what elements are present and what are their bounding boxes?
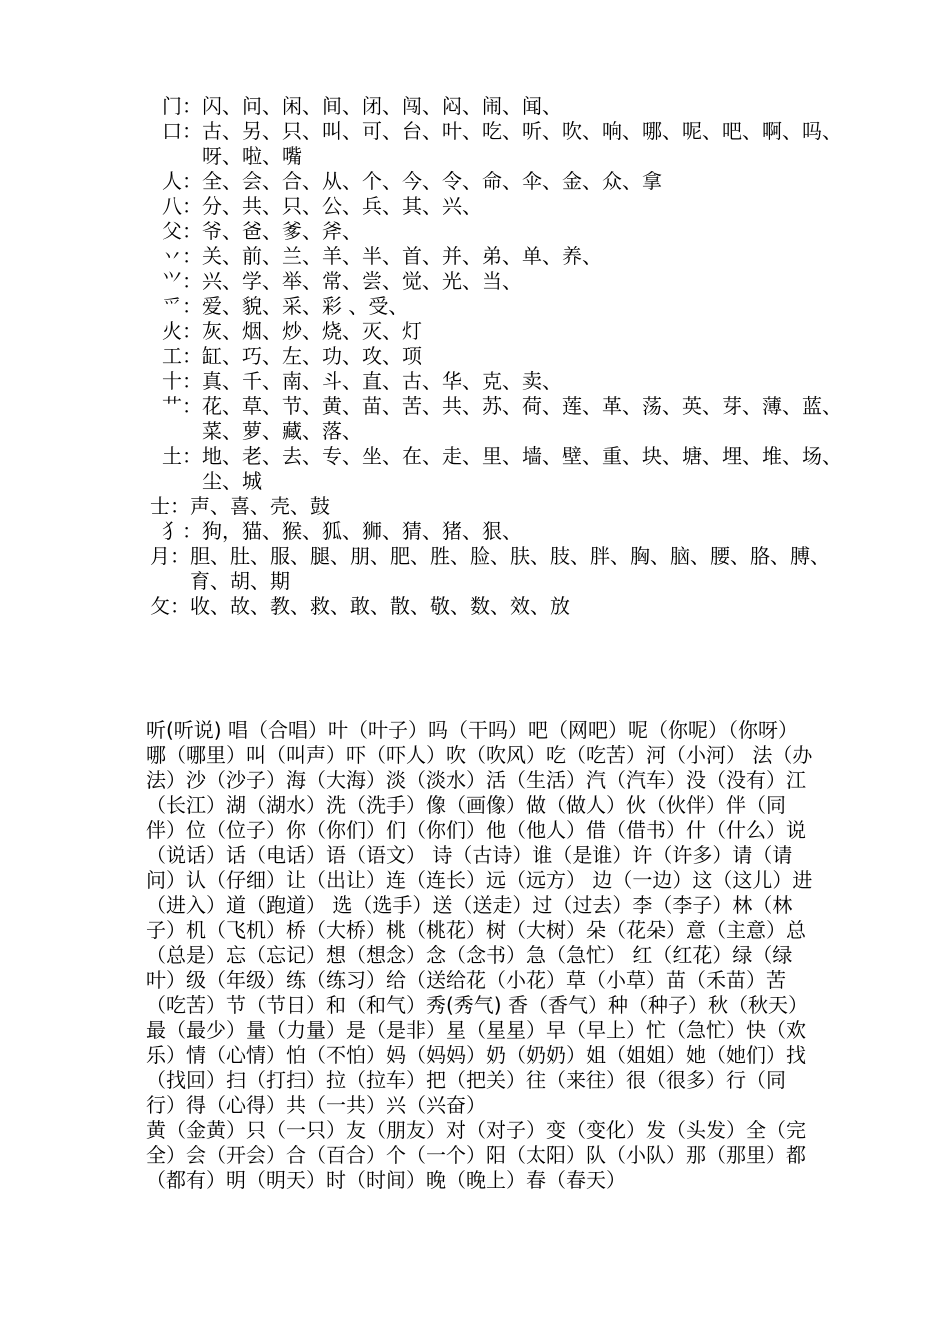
word-list — [146, 718, 814, 1193]
radical-characters: 关、前、兰、羊、半、首、并、弟、单、养、 — [202, 244, 602, 268]
radical-characters: 花、草、节、黄、苗、苦、共、苏、荷、莲、革、荡、英、芽、薄、蓝、菜、萝、藏、落、 — [202, 394, 842, 443]
radical-characters: 古、另、只、叫、可、台、叶、吃、听、吹、响、哪、呢、吧、啊、吗、呀、啦、嘴 — [202, 119, 842, 168]
radical-characters: 狗，猫、猴、狐、狮、猜、猪、狠、 — [202, 519, 522, 543]
radical-characters: 地、老、去、专、坐、在、走、里、墙、壁、重、块、塘、埋、堆、场、尘、城 — [202, 444, 842, 493]
radical-label: 父： — [162, 219, 202, 243]
radical-row — [146, 394, 846, 444]
radical-label: 门： — [162, 94, 202, 118]
radical-row — [146, 194, 846, 219]
radical-label: 攵： — [150, 594, 190, 618]
radical-characters: 声、喜、壳、鼓 — [190, 494, 330, 518]
radical-label: 八： — [162, 194, 202, 218]
radical-row — [146, 119, 846, 169]
radical-characters: 真、千、南、斗、直、古、华、克、卖、 — [202, 369, 562, 393]
radical-label: 土： — [162, 444, 202, 468]
radical-characters: 全、会、合、从、个、今、令、命、伞、金、众、拿 — [202, 169, 662, 193]
radical-row — [146, 219, 846, 244]
radical-row — [146, 269, 846, 294]
radical-row — [146, 169, 846, 194]
radical-label: 工： — [162, 344, 202, 368]
word-paragraph: 听(听说) 唱（合唱）叶（叶子）吗（干吗）吧（网吧）呢（你呢）（你呀）哪（哪里）叫（叫声）吓（吓人）吹（吹风）吃（吃苦）河（小河） 法（办法）沙（沙子）海（大海）淡（淡水）活（生活）汽（汽车）没（没有）江（长江）湖（湖水）洗（洗手）像（画像）做（做人）伙（伙伴）伴（同伴）位（位子）你（你们）们（你们）他（他人）借（借书）什（什么）说（说话）话（电话）语（语文） 诗（古诗）谁（是谁）许（许多）请（请问）认（仔细）让（出让）连（连长）远（远方） 边（一边）这（这儿）进（进入）道（跑道） 选（选手）送（送走）过（过去）李（李子）林（林子）机（飞机）桥（大桥）桃（桃花）树（大树）朵（花朵）意（主意）总（总是）忘（忘记）想（想念）念（念书）急（急忙） 红（红花）绿（绿叶）级（年级）练（练习）给（送给花（小花）草（小草）苗（禾苗）苦（吃苦）节（节日）和（和气）秀(秀气) 香（香气）种（种子）秋（秋天）最（最少）量（力量）是（是非）星（星星）早（早上）忙（急忙）快（欢乐）情（心情）怕（不怕）妈（妈妈）奶（奶奶）姐（姐姐）她（她们）找（找回）扫（打扫）拉（拉车）把（把关）往（来往）很（很多）行（同行）得（心得）共（一共）兴（兴奋） — [146, 718, 813, 1117]
radical-row — [146, 444, 846, 494]
radical-label: 人： — [162, 169, 202, 193]
radical-row — [146, 244, 846, 269]
radical-characters: 爱、貌、采、彩 、受、 — [202, 294, 409, 318]
radical-row — [146, 319, 846, 344]
radical-characters: 爷、爸、爹、斧、 — [202, 219, 362, 243]
radical-row — [146, 594, 846, 619]
radical-label: 艹： — [162, 394, 202, 418]
radical-characters: 胆、肚、服、腿、朋、肥、胜、脸、肤、肢、胖、胸、脑、腰、胳、膊、育、胡、期 — [190, 544, 830, 593]
radical-label: 士： — [150, 494, 190, 518]
radical-row — [146, 294, 846, 319]
radical-label: 月： — [150, 544, 190, 568]
radical-label: 丷： — [162, 244, 202, 268]
radical-label: 犭： — [162, 519, 202, 543]
radical-row — [146, 494, 846, 519]
radical-label: 火： — [162, 319, 202, 343]
radical-characters: 缸、巧、左、功、攻、项 — [202, 344, 422, 368]
radical-characters: 分、共、只、公、兵、其、兴、 — [202, 194, 482, 218]
radical-characters: 兴、学、举、常、尝、觉、光、当、 — [202, 269, 522, 293]
radical-row — [146, 519, 846, 544]
radical-label: ⺍： — [162, 269, 202, 293]
radical-row — [146, 94, 846, 119]
radical-characters: 闪、问、闲、间、闭、闯、闷、闹、闻、 — [202, 94, 562, 118]
radical-characters: 灰、烟、炒、烧、灭、灯 — [202, 319, 422, 343]
word-paragraph: 黄（金黄）只（一只）友（朋友）对（对子）变（变化）发（头发）全（完全）会（开会）合（百合）个（一个）阳（太阳）队（小队）那（那里）都（都有）明（明天）时（时间）晚（晚上）春（春天） — [146, 1118, 806, 1192]
radical-label: 爫： — [162, 294, 202, 318]
radical-row — [146, 344, 846, 369]
radical-label: 十： — [162, 369, 202, 393]
radical-row — [146, 369, 846, 394]
radical-characters: 收、故、教、救、敢、散、敬、数、效、放 — [190, 594, 570, 618]
radical-groups-list — [146, 94, 846, 619]
radical-label: 口： — [162, 119, 202, 143]
radical-row — [146, 544, 846, 594]
